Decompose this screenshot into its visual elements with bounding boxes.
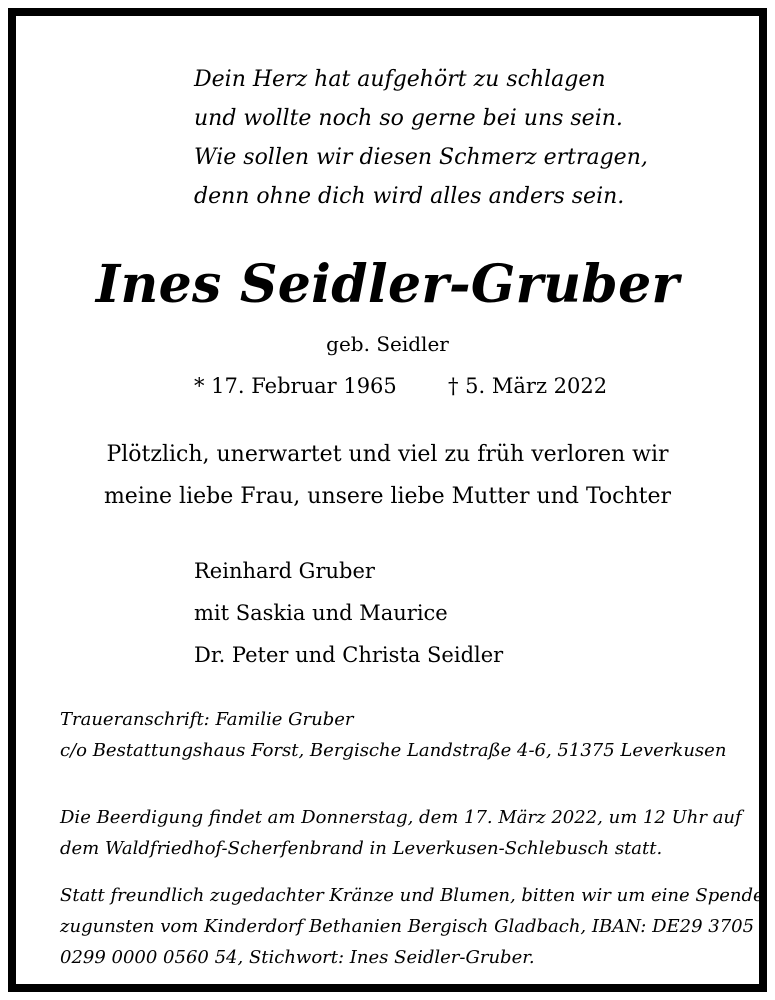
poem-line: Dein Herz hat aufgehört zu schlagen [194,67,606,92]
obituary-frame [8,8,767,992]
funeral-info [60,802,742,864]
donation-line: Statt freundlich zugedachter Kränze und Blumen, bitten wir um eine Spende [60,885,764,906]
mourner: Dr. Peter und Christa Seidler [194,643,504,667]
announcement-line: Plötzlich, unerwartet und viel zu früh verloren wir [106,442,669,467]
funeral-line: dem Waldfriedhof-Scherfenbrand in Leverkusen-Schlebusch statt. [60,838,663,859]
mourner: mit Saskia und Maurice [194,601,448,625]
donation-line: zugunsten vom Kinderdorf Bethanien Bergisch Gladbach, IBAN: DE29 3705 [60,916,755,937]
mourning-address [60,704,726,766]
maiden-name: geb. Seidler [326,332,449,356]
poem-line: und wollte noch so gerne bei uns sein. [194,106,623,131]
mourner: Reinhard Gruber [194,559,375,583]
address-line: Traueranschrift: Familie Gruber [60,709,354,730]
mourners-list [194,550,503,676]
donation-line: 0299 0000 0560 54, Stichwort: Ines Seidler-Gruber. [60,947,535,968]
death-date: † 5. März 2022 [448,374,608,398]
poem-line: Wie sollen wir diesen Schmerz ertragen, [194,145,648,170]
address-line: c/o Bestattungshaus Forst, Bergische Landstraße 4-6, 51375 Leverkusen [60,740,727,761]
birth-date: * 17. Februar 1965 [194,374,397,398]
poem [194,60,648,216]
announcement-line: meine liebe Frau, unsere liebe Mutter und Tochter [103,484,672,509]
donation-info [60,880,764,973]
poem-line: denn ohne dich wird alles anders sein. [194,184,625,209]
funeral-line: Die Beerdigung findet am Donnerstag, dem 17. März 2022, um 12 Uhr auf [60,807,742,828]
announcement-text [16,434,759,518]
deceased-name: Ines Seidler-Gruber [95,254,680,315]
